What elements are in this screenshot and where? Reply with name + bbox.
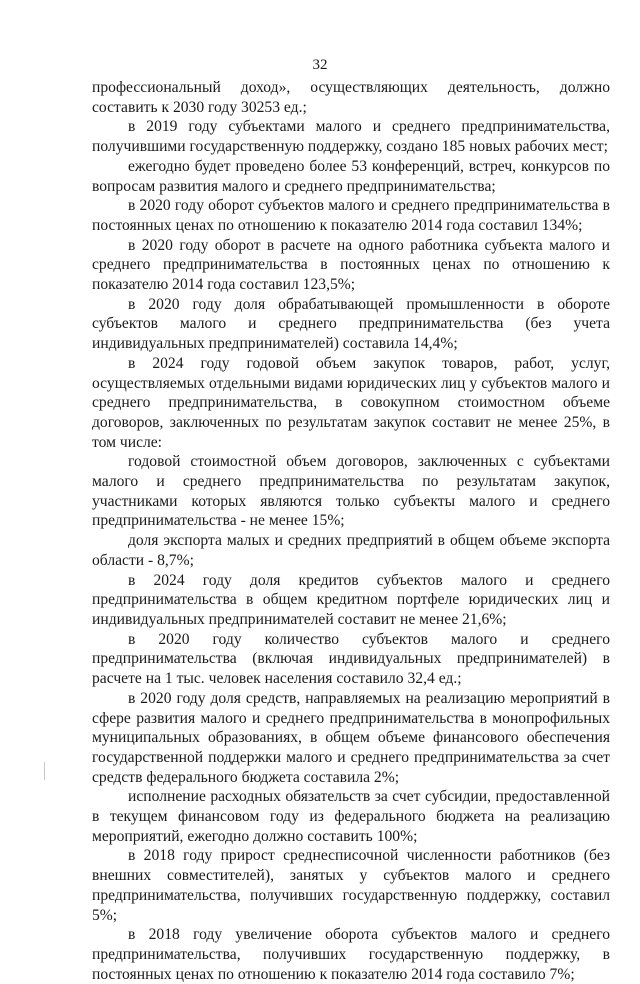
paragraph: в 2024 году доля кредитов субъектов малого и среднего предпринимательства в общем кредитном портфеле юридических лиц и индивидуальных предпринимателей составит не менее 21,6%; <box>92 571 610 628</box>
page-number: 32 <box>312 57 328 73</box>
paragraph: профессиональный доход», осуществляющих деятельность, должно составить к 2030 году 30253 ед.; <box>92 79 610 116</box>
body-text <box>92 78 610 984</box>
paragraph: в 2020 году количество субъектов малого и среднего предпринимательства (включая индивидуальных предпринимателей) в расчете на 1 тыс. человек населения составило 32,4 ед.; <box>92 630 610 688</box>
paragraph: в 2024 году годовой объем закупок товаров, работ, услуг, осуществляемых отдельными видами юридических лиц у субъектов малого и среднего предпринимательства, в совокупном стоимостном объеме договоров, заключенных по результатам закупок составит не менее 25%, в том числе: <box>92 354 610 451</box>
paragraph: в 2018 году прирост среднесписочной численности работников (без внешних совместителей), занятых у субъектов малого и среднего предпринимательства, получивших государственную поддержку, составил 5%; <box>92 847 610 924</box>
margin-mark <box>44 762 45 780</box>
paragraph: в 2020 году оборот в расчете на одного работника субъекта малого и среднего предпринимательства в постоянных ценах по отношению к показателю 2014 года составил 123,5%; <box>92 236 610 294</box>
paragraph: в 2020 году доля обрабатывающей промышленности в обороте субъектов малого и среднего предпринимательства (без учета индивидуальных предпринимателей) составила 14,4%; <box>92 295 610 353</box>
paragraph: в 2020 году оборот субъектов малого и среднего предпринимательства в постоянных ценах по отношению к показателю 2014 года составил 134%; <box>92 197 610 234</box>
paragraph: в 2019 году субъектами малого и среднего предпринимательства, получившими государственную поддержку, создано 185 новых рабочих мест; <box>92 118 610 156</box>
paragraph: исполнение расходных обязательств за счет субсидии, предоставленной в текущем финансовом году из федерального бюджета на реализацию мероприятий, ежегодно должно составить 100%; <box>92 788 610 845</box>
paragraph: в 2020 году доля средств, направляемых на реализацию мероприятий в сфере развития малого и среднего предпринимательства в монопрофильных муниципальных образованиях, в общем объеме финансового обеспечения государственной поддержки малого и среднего предпринимательства за счет средств федерального бюджета составила 2%; <box>92 689 610 786</box>
paragraph: ежегодно будет проведено более 53 конференций, встреч, конкурсов по вопросам развития малого и среднего предпринимательства; <box>92 157 610 195</box>
paragraph: доля экспорта малых и средних предприятий в общем объеме экспорта области - 8,7%; <box>92 532 610 569</box>
paragraph: в 2018 году увеличение оборота субъектов малого и среднего предпринимательства, получивших государственную поддержку, в постоянных ценах по отношению к показателю 2014 года составило 7%; <box>92 926 610 983</box>
paragraph: годовой стоимостной объем договоров, заключенных с субъектами малого и среднего предпринимательства по результатам закупок, участниками которых являются только субъекты малого и среднего предпринимательства - не менее 15%; <box>92 453 610 530</box>
